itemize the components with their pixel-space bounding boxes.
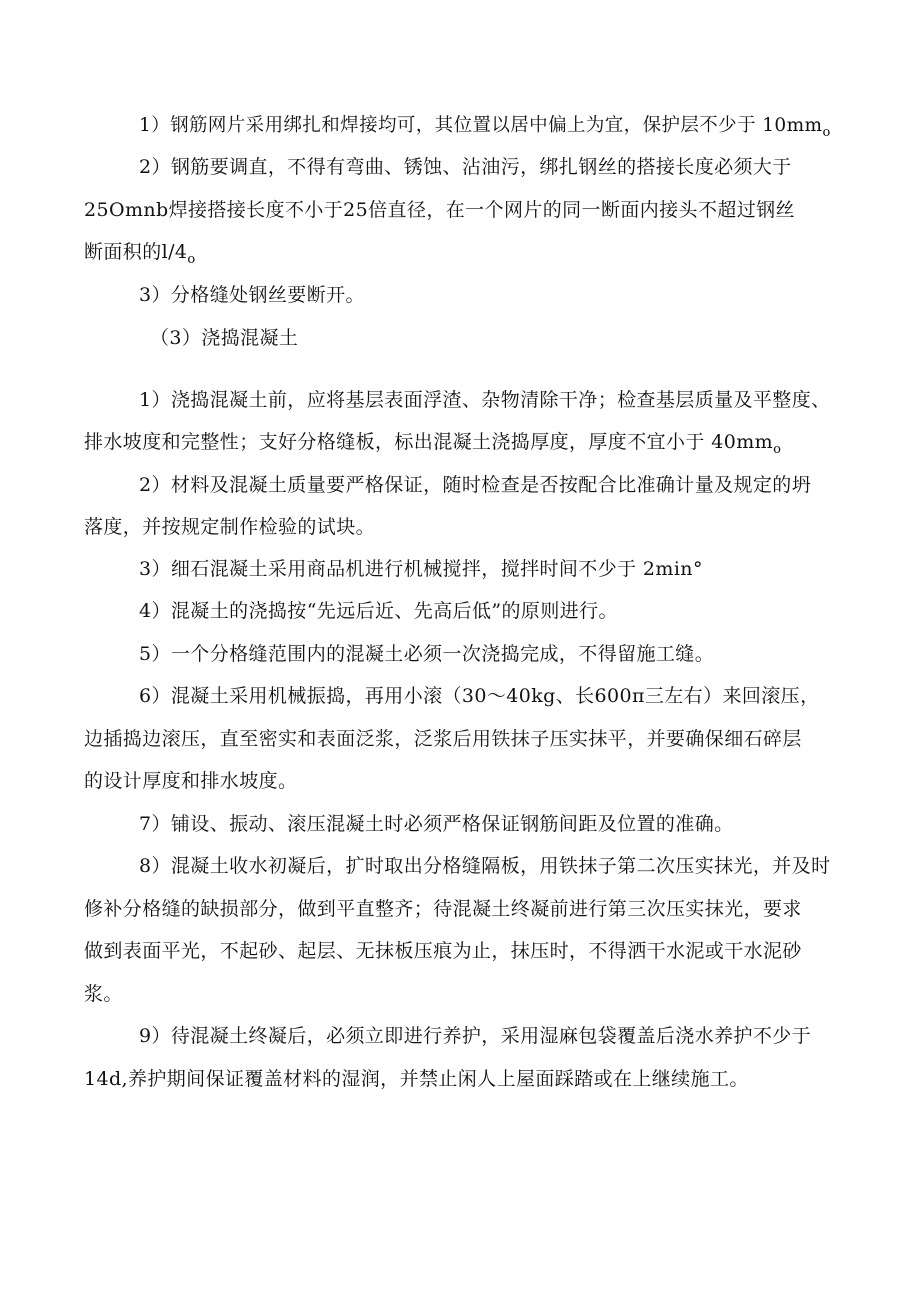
- line-text: 浆。: [84, 983, 123, 1005]
- line-text: 排水坡度和完整性；支好分格缝板，标出混凝土浇捣厚度，厚度不宜小于 40mm: [84, 431, 774, 453]
- heading-text: （3）浇捣混凝土: [150, 327, 299, 349]
- line-text: 3）细石混凝土采用商品机进行机械搅拌，搅拌时间不少于 2min°: [139, 558, 703, 580]
- line-subscript: o: [187, 252, 196, 267]
- paragraph-line: [139, 114, 831, 140]
- paragraph-line: [84, 897, 802, 921]
- paragraph-line: [139, 155, 792, 179]
- line-text: 25Omnb焊接搭接长度不小于25倍直径，在一个网片的同一断面内接头不超过钢丝: [84, 199, 795, 221]
- paragraph-line: [139, 557, 703, 581]
- line-text: 8）混凝土收水初凝后，扩时取出分格缝隔板，用铁抹子第二次压实抹光，并及时: [139, 855, 831, 877]
- line-text: 修补分格缝的缺损部分，做到平直整齐；待混凝土终凝前进行第三次压实抹光，要求: [84, 898, 802, 920]
- paragraph-line: [84, 727, 802, 751]
- paragraph-line: [139, 1024, 811, 1048]
- line-text: 14d,养护期间保证覆盖材料的湿润，并禁止闲人上屋面踩踏或在上继续施工。: [84, 1068, 749, 1090]
- paragraph-line: [139, 854, 831, 878]
- paragraph-line: [139, 812, 734, 836]
- line-text: 1）钢筋网片采用绑扎和焊接均可，其位置以居中偏上为宜，保护层不少于 10mm: [139, 115, 823, 136]
- paragraph-line: [139, 473, 811, 497]
- paragraph-line: [84, 198, 795, 222]
- line-subscript: o: [822, 125, 831, 140]
- line-text: 2）钢筋要调直，不得有弯曲、锈蚀、沾油污，绑扎钢丝的搭接长度必须大于: [139, 156, 792, 178]
- paragraph-line: [84, 769, 297, 793]
- paragraph-line: [84, 515, 375, 539]
- paragraph-line: [84, 430, 781, 457]
- line-text: 断面积的l∕4: [84, 241, 188, 263]
- paragraph-line: [139, 642, 714, 666]
- line-text: 5）一个分格缝范围内的混凝土必须一次浇捣完成，不得留施工缝。: [139, 643, 715, 665]
- paragraph-line: [139, 599, 618, 623]
- line-text: 做到表面平光，不起砂、起层、无抹板压痕为止，抹压时，不得洒干水泥或干水泥砂: [84, 940, 802, 962]
- line-text: 1）浇捣混凝土前，应将基层表面浮渣、杂物清除干净；检查基层质量及平整度、: [139, 389, 831, 411]
- paragraph-line: [84, 982, 123, 1006]
- line-text: 4）混凝土的浇捣按“先远后近、先高后低”的原则进行。: [139, 600, 618, 622]
- line-text: 6）混凝土采用机械振捣，再用小滚（30～40kg、长600π三左右）来回滚压，: [139, 685, 820, 707]
- paragraph-line: [84, 1067, 749, 1091]
- line-text: 的设计厚度和排水坡度。: [84, 770, 298, 792]
- paragraph-line: [139, 388, 831, 412]
- line-text: 3）分格缝处钢丝要断开。: [139, 284, 365, 306]
- line-text: 9）待混凝土终凝后，必须立即进行养护，采用湿麻包袋覆盖后浇水养护不少于: [139, 1025, 812, 1047]
- line-text: 7）铺设、振动、滚压混凝土时必须严格保证钢筋间距及位置的准确。: [139, 813, 734, 835]
- line-text: 落度，并按规定制作检验的试块。: [84, 516, 376, 538]
- paragraph-line: [84, 939, 802, 963]
- paragraph-line: [139, 684, 819, 708]
- paragraph-line: [139, 283, 365, 307]
- line-subscript: o: [773, 442, 782, 457]
- section-heading: [150, 326, 298, 350]
- paragraph-line: [84, 240, 196, 267]
- line-text: 边插捣边滚压，直至密实和表面泛浆，泛浆后用铁抹子压实抹平，并要确保细石碎层: [84, 728, 802, 750]
- line-text: 2）材料及混凝土质量要严格保证，随时检查是否按配合比准确计量及规定的坍: [139, 474, 812, 496]
